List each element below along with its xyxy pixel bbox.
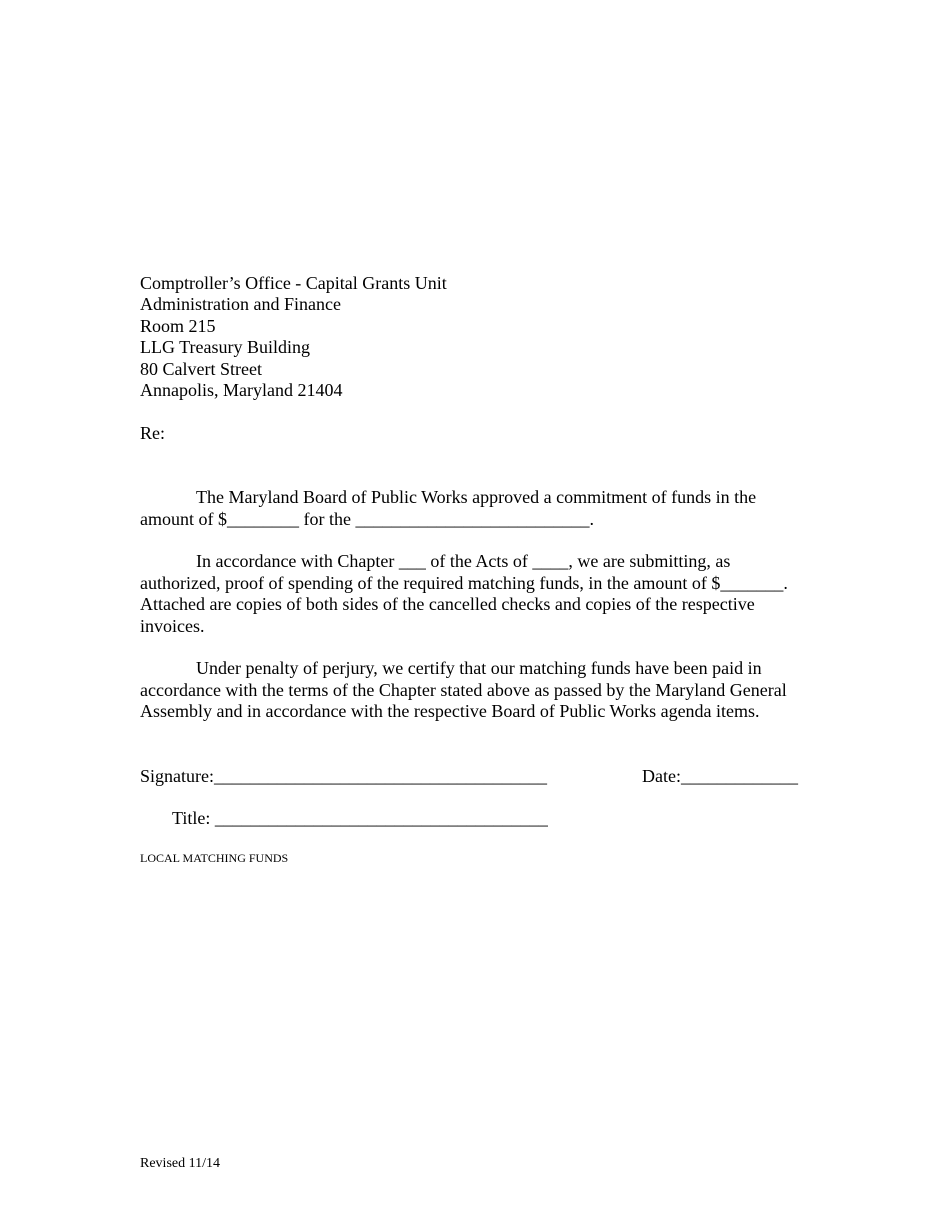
form-name-label: LOCAL MATCHING FUNDS xyxy=(140,851,289,865)
commitment-paragraph xyxy=(140,487,830,530)
certification-paragraph xyxy=(140,658,830,723)
paragraph-line: Assembly and in accordance with the respective Board of Public Works agenda items. xyxy=(140,701,760,722)
address-line-building: LLG Treasury Building xyxy=(140,337,311,358)
signature-field[interactable]: Signature:_____________________________________ xyxy=(140,766,547,786)
recipient-address-block xyxy=(140,273,447,401)
address-line-department: Administration and Finance xyxy=(140,294,341,315)
revision-footer: Revised 11/14 xyxy=(140,1156,220,1171)
paragraph-line: The Maryland Board of Public Works approved a commitment of funds in the xyxy=(196,487,757,507)
title-field[interactable]: Title: _____________________________________ xyxy=(172,808,548,828)
paragraph-line: Attached are copies of both sides of the cancelled checks and copies of the respective xyxy=(140,594,755,615)
date-field[interactable]: Date:_____________ xyxy=(642,766,798,786)
address-line-street: 80 Calvert Street xyxy=(140,358,262,379)
address-line-office: Comptroller’s Office - Capital Grants Unit xyxy=(140,273,447,293)
chapter-fill-line[interactable]: In accordance with Chapter ___ of the Acts of ____, we are submitting, as xyxy=(196,551,731,571)
chapter-paragraph xyxy=(140,551,830,637)
re-label: Re: xyxy=(140,423,165,443)
address-line-room: Room 215 xyxy=(140,315,216,336)
paragraph-line: invoices. xyxy=(140,615,205,636)
address-line-city: Annapolis, Maryland 21404 xyxy=(140,380,343,401)
paragraph-line: Under penalty of perjury, we certify that our matching funds have been paid in xyxy=(196,658,762,678)
paragraph-line: accordance with the terms of the Chapter stated above as passed by the Maryland General xyxy=(140,679,787,700)
amount-fill-line[interactable]: amount of $________ for the __________________________. xyxy=(140,508,594,529)
matching-amount-fill-line[interactable]: authorized, proof of spending of the required matching funds, in the amount of $_______. xyxy=(140,572,788,593)
